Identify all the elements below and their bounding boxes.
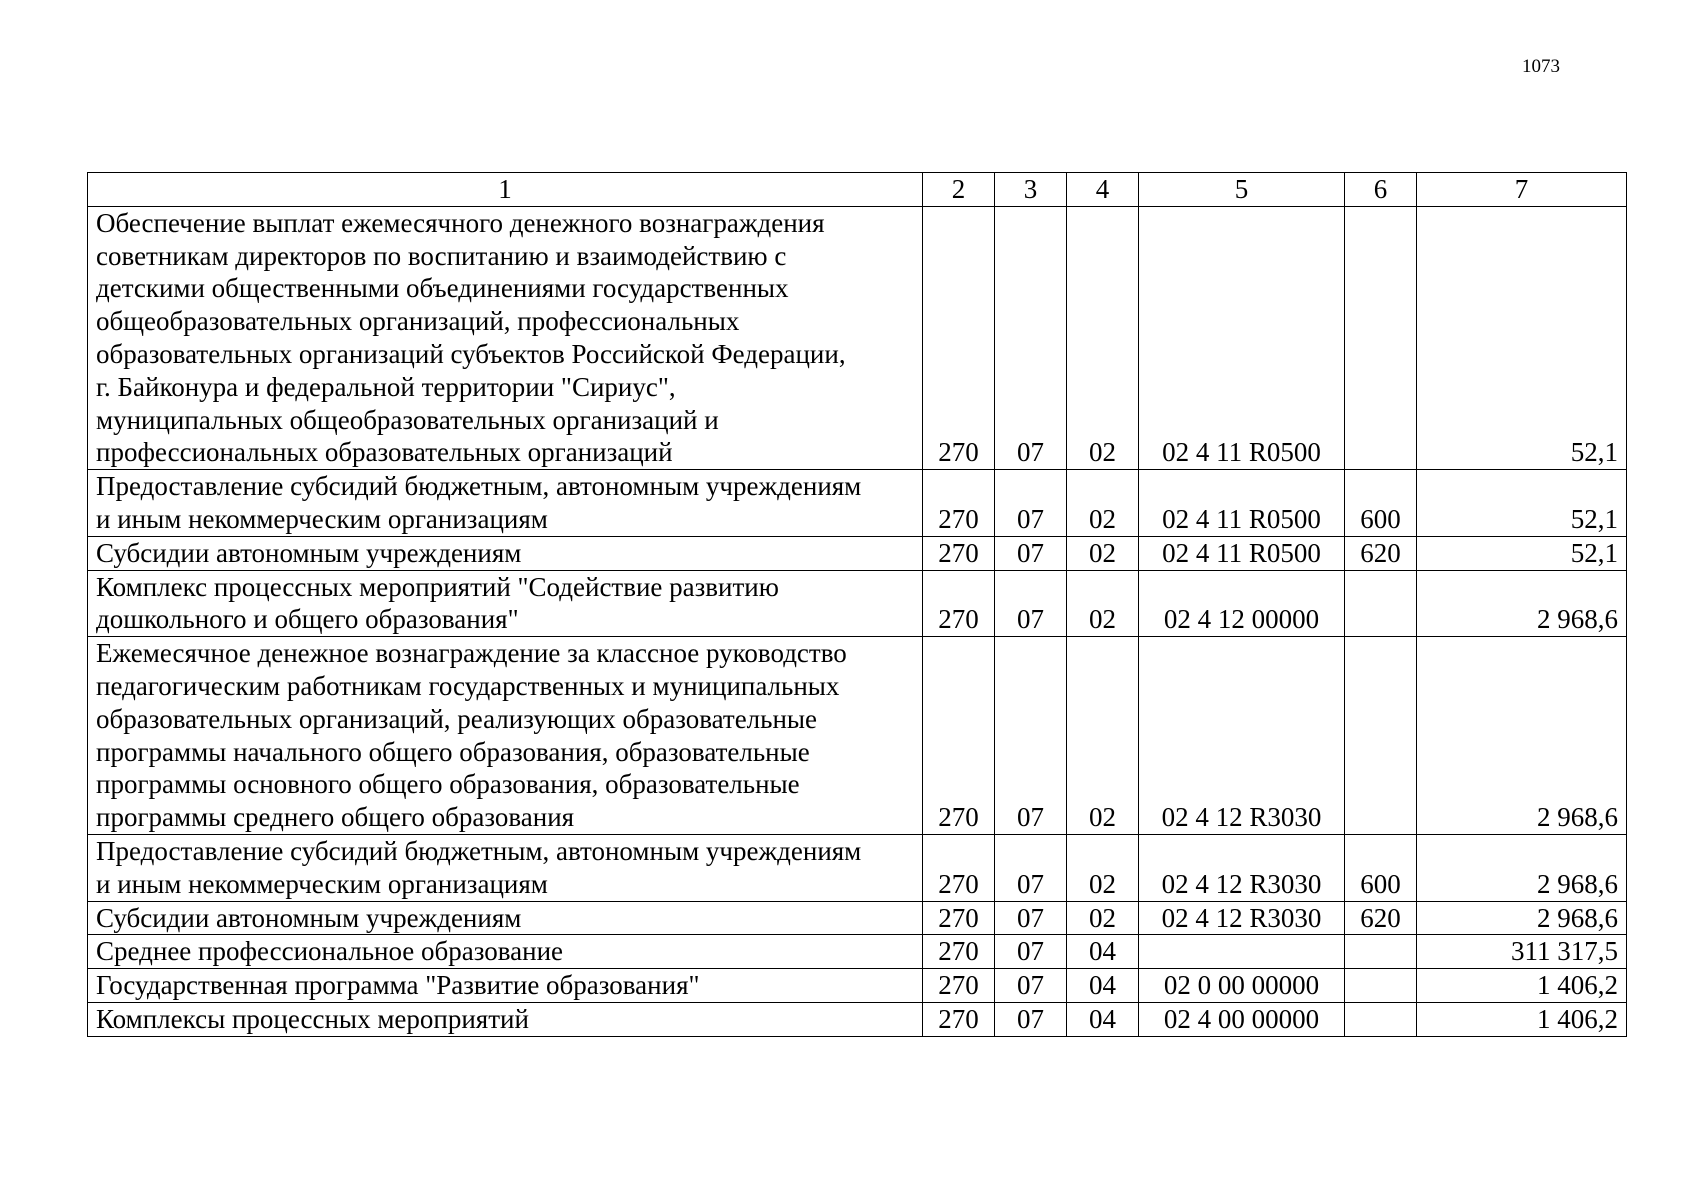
subsection-cell: 04 [1067,1002,1139,1036]
item-name-cell [88,834,923,901]
admin-code-cell: 270 [923,834,995,901]
table-row [88,570,1627,637]
header-cell-1: 1 [88,173,923,207]
amount-cell: 2 968,6 [1417,570,1627,637]
expense-type-cell [1345,570,1417,637]
amount-cell: 2 968,6 [1417,637,1627,835]
table-row [88,834,1627,901]
admin-code-cell: 270 [923,935,995,969]
section-cell: 07 [995,1002,1067,1036]
admin-code-cell: 270 [923,570,995,637]
section-cell: 07 [995,470,1067,537]
table-body [88,173,1627,1037]
item-name-line: Комплексы процессных мероприятий [96,1003,529,1034]
target-article-cell [1139,935,1345,969]
subsection-cell: 04 [1067,969,1139,1003]
item-name-line: образовательных организаций субъектов Российской Федерации, [96,338,846,369]
admin-code-cell: 270 [923,1002,995,1036]
item-name-line: Предоставление субсидий бюджетным, автономным учреждениям [96,835,862,866]
table-row [88,935,1627,969]
item-name-line: Государственная программа "Развитие образования" [96,970,700,1001]
table-row [88,536,1627,570]
item-name-line: и иным некоммерческим организациям [96,503,548,534]
subsection-cell: 02 [1067,901,1139,935]
expense-type-cell [1345,206,1417,469]
admin-code-cell: 270 [923,470,995,537]
admin-code-cell: 270 [923,637,995,835]
item-name-line: образовательных организаций, реализующих образовательные [96,703,818,734]
item-name-cell [88,206,923,469]
header-cell-4: 4 [1067,173,1139,207]
item-name-line: Предоставление субсидий бюджетным, автономным учреждениям [96,471,862,502]
item-name-cell [88,1002,923,1036]
expense-type-cell [1345,637,1417,835]
subsection-cell: 02 [1067,834,1139,901]
admin-code-cell: 270 [923,536,995,570]
item-name-line: советникам директоров по воспитанию и взаимодействию с [96,240,787,271]
section-cell: 07 [995,901,1067,935]
table-row [88,470,1627,537]
expense-type-cell: 620 [1345,901,1417,935]
table-row [88,969,1627,1003]
admin-code-cell: 270 [923,901,995,935]
expense-type-cell: 620 [1345,536,1417,570]
amount-cell: 2 968,6 [1417,834,1627,901]
amount-cell: 2 968,6 [1417,901,1627,935]
amount-cell: 1 406,2 [1417,969,1627,1003]
section-cell: 07 [995,637,1067,835]
section-cell: 07 [995,834,1067,901]
target-article-cell: 02 4 11 R0500 [1139,536,1345,570]
section-cell: 07 [995,570,1067,637]
table-row [88,206,1627,469]
header-cell-7: 7 [1417,173,1627,207]
subsection-cell: 02 [1067,470,1139,537]
header-cell-3: 3 [995,173,1067,207]
item-name-line: Комплекс процессных мероприятий "Содействие развитию [96,571,779,602]
table-row [88,901,1627,935]
item-name-line: г. Байконура и федеральной территории "Сириус", [96,371,676,402]
item-name-line: Среднее профессиональное образование [96,936,564,967]
item-name-cell [88,969,923,1003]
section-cell: 07 [995,935,1067,969]
amount-cell: 52,1 [1417,536,1627,570]
admin-code-cell: 270 [923,969,995,1003]
item-name-cell [88,570,923,637]
item-name-line: Обеспечение выплат ежемесячного денежного вознаграждения [96,207,825,238]
amount-cell: 52,1 [1417,470,1627,537]
amount-cell: 52,1 [1417,206,1627,469]
item-name-cell [88,536,923,570]
header-cell-5: 5 [1139,173,1345,207]
subsection-cell: 02 [1067,536,1139,570]
section-cell: 07 [995,969,1067,1003]
item-name-line: дошкольного и общего образования" [96,604,519,635]
amount-cell: 1 406,2 [1417,1002,1627,1036]
expense-type-cell [1345,1002,1417,1036]
item-name-cell [88,470,923,537]
expense-type-cell [1345,969,1417,1003]
amount-cell: 311 317,5 [1417,935,1627,969]
item-name-cell [88,901,923,935]
target-article-cell: 02 4 00 00000 [1139,1002,1345,1036]
budget-table [87,172,1627,1037]
target-article-cell: 02 4 11 R0500 [1139,470,1345,537]
table-row [88,1002,1627,1036]
item-name-line: муниципальных общеобразовательных организаций и [96,404,719,435]
subsection-cell: 04 [1067,935,1139,969]
expense-type-cell: 600 [1345,470,1417,537]
target-article-cell: 02 4 12 R3030 [1139,834,1345,901]
subsection-cell: 02 [1067,570,1139,637]
item-name-line: программы среднего общего образования [96,802,575,833]
section-cell: 07 [995,206,1067,469]
header-cell-6: 6 [1345,173,1417,207]
item-name-line: и иным некоммерческим организациям [96,868,548,899]
item-name-line: общеобразовательных организаций, профессиональных [96,306,740,337]
item-name-cell [88,637,923,835]
item-name-line: Субсидии автономным учреждениям [96,537,522,568]
target-article-cell: 02 4 11 R0500 [1139,206,1345,469]
item-name-line: Ежемесячное денежное вознаграждение за классное руководство [96,638,847,669]
expense-type-cell: 600 [1345,834,1417,901]
target-article-cell: 02 4 12 R3030 [1139,901,1345,935]
item-name-line: профессиональных образовательных организаций [96,437,673,468]
target-article-cell: 02 4 12 00000 [1139,570,1345,637]
target-article-cell: 02 4 12 R3030 [1139,637,1345,835]
admin-code-cell: 270 [923,206,995,469]
header-cell-2: 2 [923,173,995,207]
table-header-row [88,173,1627,207]
section-cell: 07 [995,536,1067,570]
target-article-cell: 02 0 00 00000 [1139,969,1345,1003]
item-name-cell [88,935,923,969]
item-name-line: программы начального общего образования, образовательные [96,736,810,767]
subsection-cell: 02 [1067,637,1139,835]
expense-type-cell [1345,935,1417,969]
page-number: 1073 [1522,56,1560,77]
item-name-line: педагогическим работникам государственных и муниципальных [96,670,840,701]
item-name-line: Субсидии автономным учреждениям [96,902,522,933]
item-name-line: программы основного общего образования, образовательные [96,769,800,800]
item-name-line: детскими общественными объединениями государственных [96,273,789,304]
table-row [88,637,1627,835]
subsection-cell: 02 [1067,206,1139,469]
